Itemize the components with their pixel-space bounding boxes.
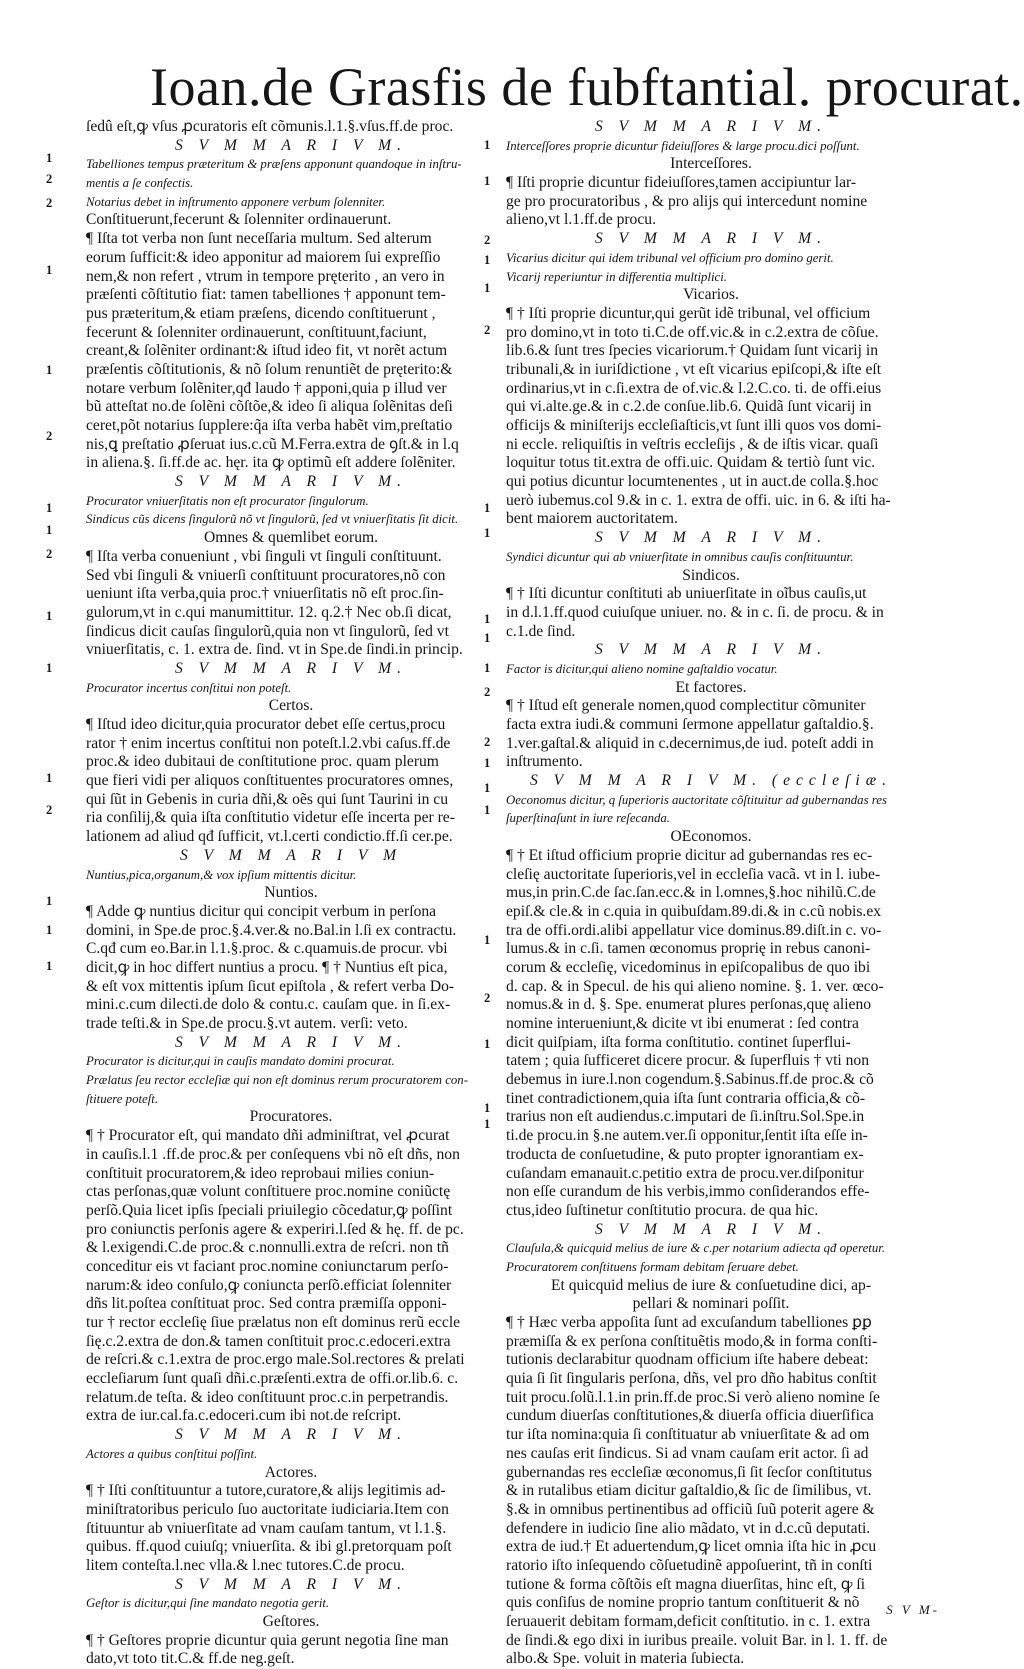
margin-number-right: 1 [484,933,491,947]
left-text-line: ſię.c.2.extra de don.& tamen conſtituit proc.c.edoceri.extra [86,1332,451,1350]
left-summarium-heading: S V M M A R I V M. [174,136,408,154]
left-summary-line: mentis a ſe confectis. [86,176,194,191]
left-text-line: conſtituit procuratorem,& ideo reprobaui milies coniun- [86,1164,435,1182]
left-text-line: ſindicus dicit cauſas ſingulorũ,quia non vt ſingulorũ, ſed vt [86,622,449,640]
margin-number-left: 1 [46,661,53,675]
right-summary-line: ſuperſtinaſunt in iure reſecanda. [506,811,670,826]
left-summary-line: Geſtor is dicitur,qui ſine mandato negotia gerit. [86,1596,330,1611]
right-text-line: & in rutalibus etiam dicitur gaſtaldio,& ſic de ſimilibus, vt. [506,1482,872,1500]
margin-number-left: 1 [46,771,53,785]
right-text-line: d. cap. & in Specul. de his qui alieno nomine. §. 1. ver. œco- [506,977,884,995]
right-text-line: §.& in omnibus pertinentibus ad officiũ ſuũ poterit agere & [506,1500,875,1518]
left-summary-line: Procurator is dicitur,qui in cauſis mandato domini procurat. [86,1054,395,1069]
right-text-line: inſtrumento. [506,753,583,771]
margin-number-left: 1 [46,959,53,973]
left-text-line: vniuerſitatis, c. 1. extra de. ſind. vt in Spe.de ſindi.in princip. [86,641,463,659]
left-text-line: Conſtituerunt,fecerunt & ſolenniter ordinauerunt. [86,211,392,229]
left-text-line: ueniunt iſta verba,quia proc.† vniuerſitatis nõ eſt proc.ſin- [86,585,444,603]
right-summary-line: Factor is dicitur,qui alieno nomine gaſtaldio vocatur. [506,661,778,676]
left-text-line: Sed vbi ſinguli & vniuerſi conſtituunt procuratores,nõ con [86,566,446,584]
left-summary-line: Nuntius,pica,organum,& vox ipſium mittentis dicitur. [86,867,357,882]
margin-number-left: 2 [46,429,53,443]
left-text-line: ¶ † Iſti conſtituuntur a tutore,curatore,& alijs legitimis ad- [86,1482,446,1500]
left-text-line: domini, in Spe.de proc.§.4.ver.& no.Bal.in l.ſi ex contractu. [86,921,457,939]
right-section-heading: Vicarios. [683,286,739,304]
margin-number-right: 1 [484,526,491,540]
margin-number-left: 1 [46,363,53,377]
left-text-line: ¶ Adde ꝙ nuntius dicitur qui concipit verbum in perſona [86,902,437,920]
left-text-line: notare verbum ſolẽniter,qđ laudo † apponi,quia p illud ver [86,379,447,397]
right-text-line: alieno,vt l.1.ff.de procu. [506,211,656,229]
right-text-line: ctus,ideo ſuſtinetur conſtitutio procura. de qua hic. [506,1201,819,1219]
right-summary-line: Clauſula,& quicquid melius de iure & c.per notarium adiecta qđ operetur. [506,1241,886,1256]
right-summary-line: Vicarius dicitur qui idem tribunal vel officium pro domino gerit. [506,250,834,265]
left-text-line: gulorum,vt in c.qui manumittitur. 12. q.2.† Nec ob.ſi dicat, [86,603,452,621]
left-text-line: ctas perſonas,quæ volunt conſtituere proc.nomine coniũctę [86,1183,451,1201]
right-text-line: uerò iubemus.col 9.& in c. 1. extra de offi. uic. in 6. & iſti ha- [506,491,891,509]
margin-number-left: 2 [46,547,53,561]
left-text-line: ¶ † Geſtores proprie dicuntur quia gerunt negotia ſine man [86,1631,449,1649]
right-text-line: cleſię auctoritate ſuperioris,vel in eccleſia vacã. vt in l. iube- [506,865,881,883]
right-text-line: extra de iud.† Et aduertendum,ꝙ licet omnia iſta hic in ꝓcu [506,1538,877,1556]
left-text-line: creant,& ſolẽniter ordinant:& iſtud ideo fit, vt norẽt actum [86,342,448,360]
left-summarium-heading: S V M M A R I V M. [174,1575,408,1593]
margin-number-right: 1 [484,612,491,626]
right-summarium-heading: S V M M A R I V M. [594,1220,828,1238]
right-summary-line: Syndici dicuntur qui ab vniuerſitate in omnibus cauſis conſtituuntur. [506,549,854,564]
margin-number-left: 1 [46,263,53,277]
right-text-line: corum & eccleſię, vicedominus in epiſcopalibus de quo ibi [506,958,871,976]
right-summary-line: Procuratorem conſtituens formam debitam ſeruare debet. [506,1259,799,1274]
left-text-line: ¶ Iſta tot verba non ſunt neceſſaria multum. Sed alterum [86,230,432,248]
left-text-line: & eſt vox mittentis ipſum ſicut epiſtola , & refert verba Do- [86,977,455,995]
right-text-line: loquitur totus tit.extra de offi.uic. Quidam & tertiò ſunt vic. [506,454,876,472]
catchword: S V M- [886,1602,940,1617]
right-text-line: in d.l.1.ff.quod cuiuſque uniuer. no. & in c. ſi. de procu. & in [506,603,884,621]
right-text-line: ¶ † Iſti dicuntur conſtituti ab uniuerſitate in oĩbus cauſis,ut [506,585,867,603]
margin-number-right: 2 [484,735,491,749]
right-text-line: ſeruauerit debitam formam,deficit conſtitutio. in c. 1. extra [506,1613,871,1630]
margin-number-left: 1 [46,151,53,165]
left-text-line: mini.c.cum dilecti.de dolo & contu.c. cauſam que. in ſi.ex- [86,996,451,1014]
left-text-line: ſtituuntur ab vniuerſitate ad vnam cauſam tantum, vt l.1.§. [86,1519,447,1537]
margin-number-left: 1 [46,609,53,623]
right-text-line: gubernandas res eccleſiæ œconomus,ſi ſit ſecſor conſtitutus [506,1463,872,1481]
right-text-line: c.1.de ſind. [506,622,576,640]
margin-number-left: 2 [46,196,53,210]
margin-number-left: 1 [46,923,53,937]
left-text-line: tur † rector eccleſię ſiue prælatus non eſt dominus rerũ eccle [86,1314,461,1331]
right-text-line: tribunali,& in iuriſdictione , vt eſt vicarius epiſcopi,& iſte eſt [506,360,882,378]
right-section-heading: Et quicquid melius de iure & conſuetudine dici, ap- [550,1276,872,1294]
left-section-heading: Procuratores. [249,1108,333,1126]
left-summarium-heading: S V M M A R I V M. [174,659,408,677]
left-text-line: in aliena.§. ſi.ff.de ac. hęr. ita ꝙ optimũ eſt addere ſolẽniter. [86,454,456,472]
left-text-line: ria conſilij,& quia iſta conſtitutio videtur eſſe incerta per re- [86,809,455,827]
right-text-line: facta extra iudi.& communi ſermone appellatur gaſtaldio.§. [506,716,874,733]
left-text-line: C.qđ cum eo.Bar.in l.1.§.proc. & c.quamuis.de procur. vbi [86,940,448,958]
margin-number-right: 1 [484,803,491,817]
left-summarium-heading: S V M M A R I V M. [174,473,408,491]
margin-number-right: 1 [484,756,491,770]
left-text-line: que fieri vidi per aliquos conſtituentes procuratores omnes, [86,772,454,790]
margin-number-right: 1 [484,1101,491,1115]
right-text-line: ¶ † Iſti proprie dicuntur,qui gerũt idẽ tribunal, vel officium [506,304,871,322]
left-text-line: pro coniunctis perſonis agere & experiri.l.ſed & hę. ff. de pc. [86,1220,464,1238]
right-summarium-heading: S V M M A R I V M. [594,118,828,135]
left-text-line: fecerunt & ſolenniter ordinauerunt, conſtituunt,faciunt, [86,323,427,341]
right-text-line: ¶ Iſti proprie dicuntur fideiuſſores,tamen accipiuntur lar- [506,174,857,192]
left-text-line: & l.exigendi.C.de proc.& c.nonnulli.extra de reſcri. non tñ [86,1239,449,1257]
left-text-line: ¶ Iſta verba conueniunt , vbi ſinguli vt ſinguli conſtituunt. [86,547,442,565]
right-section-heading: Et factores. [675,678,747,696]
left-column [86,118,496,1668]
right-text-line: troducta de conſuetudine, & puto propter ignorantiam ex- [506,1145,864,1163]
left-text-line: ſedû eſt,ꝙ vſus ꝓcuratoris eſt cõmunis.l.1.§.vſus.ff.de proc. [86,118,454,135]
left-text-line: rator † enim incertus conſtitui non poteſt.l.2.vbi caſus.ff.de [86,734,451,752]
right-text-line: de ſindi.& ego dixi in iuribus preaile. voluit Bar. in l. 1. ff. de [506,1631,888,1649]
right-text-line: tra de offi.ordi.alibi appellatur vice dominus.89.diſt.in c. vo- [506,921,882,939]
left-text-line: relatum.de teſta. & ideo conſtituunt proc.c.in perpetrandis. [86,1388,449,1406]
left-text-line: narum:& ideo conſulo,ꝙ coniuncta perſõ.efficiat ſolenniter [86,1276,452,1294]
left-text-line: qui ſũt in Gebenis in curia dñi,& oẽs qui ſunt Taurini in cu [86,790,448,808]
right-text-line: tuit procu.ſolũ.l.1.in prin.ff.de proc.Si verò alieno nomine ſe [506,1388,880,1406]
right-text-line: quis conſiſus de nomine proprio tantum conſtituerit & nõ [506,1594,860,1612]
left-text-line: dñs lit.poſtea conſtituat proc. Sed contra præmiſſa opponi- [86,1295,447,1313]
right-text-line: qui vi.alte.ge.& in c.2.de conſue.lib.6. Quidã ſunt vicarij in [506,398,872,416]
margin-number-left: 1 [46,501,53,515]
right-text-line: defendere in iudicio ſine alio mãdato, vt in d.c.cũ deputati. [506,1519,871,1537]
margin-number-left: 2 [46,172,53,186]
right-text-line: tur iſta nomina:quia ſi conſtituatur ab vniuerſitate & ad om [506,1426,870,1444]
margin-number-right: 1 [484,138,491,152]
left-section-heading: Actores. [264,1463,318,1481]
left-summary-line: Prælatus ſeu rector eccleſiæ qui non eſt dominus rerum procuratorem con- [86,1073,468,1088]
left-summary-line: Procurator incertus conſtitui non poteſt. [86,680,292,695]
left-summary-line: Actores a quibus conſtitui poſſint. [86,1446,258,1461]
right-text-line: cundum diuerſas conſtitutiones,& diuerſa officia diuerſifica [506,1407,874,1425]
right-text-line: nomine interueniunt,& dicite vt ibi enumerat : ſed contra [506,1015,859,1032]
right-text-line: non eſſe curandum de his verbis,immo conſiderandos effe- [506,1183,870,1201]
margin-number-left: 1 [46,894,53,908]
right-section-heading: OEconomos. [670,828,752,846]
margin-number-left: 1 [46,523,53,537]
right-text-line: officijs & miniſterijs eccleſiaſticis,vt ſunt illi quos vos domi- [506,417,882,434]
margin-number-right: 2 [484,323,491,337]
left-text-line: nis,ꝗ preſtatio ꝓſeruat ius.c.cũ M.Ferra.extra de ꝯſt.& in l.q [86,435,459,453]
left-text-line: de reſcri.& c.1.extra de proc.ergo male.Sol.rectores & prelati [86,1351,465,1369]
left-text-line: conceditur eis vt faciant proc.nomine coniunctarum perſo- [86,1257,449,1275]
right-section-heading: Interceſſores. [670,155,752,173]
right-text-line: lib.6.& ſunt tres ſpecies vicariorum.† Quidam ſunt vicarij in [506,342,879,360]
left-section-heading: Omnes & quemlibet eorum. [203,529,379,547]
right-text-line: ni eccle. reliquiſtis in veſtris eccleſijs , & de iſtis vicar. quaſi [506,435,879,453]
left-summary-line: Tabelliones tempus præteritum & præſens apponunt quandoque in inſtru- [86,157,462,172]
left-text-line: nem,& non refert , vtrum in tempore pręterito , an vero in [86,267,445,285]
margin-number-right: 1 [484,501,491,515]
right-text-line: tinet contradictionem,quia iſta ſunt contraria officia,& cõ- [506,1089,866,1107]
right-text-line: nes cauſas erit ſindicus. Si ad vnam cauſam erit actor. ſi ad [506,1444,869,1462]
right-summary-line: Interceſſores proprie dicuntur fideiuſſores & large procu.dici poſſunt. [506,138,860,153]
left-text-line: præſenti cõſtitutio fiat: tamen tabelliones † apponunt tem- [86,286,446,304]
left-text-line: extra de iur.cal.fa.c.edoceri.cum ibi not.de reſcript. [86,1407,402,1425]
left-summarium-heading: S V M M A R I V M [179,846,403,864]
left-text-line: lationem ad aliud qđ ſufficit, vt.l.certi condictio.ff.ſi cer.pe. [86,828,453,846]
right-summarium-heading: S V M M A R I V M. [594,641,828,659]
left-summarium-heading: S V M M A R I V M. [174,1033,408,1051]
right-text-line: 1.ver.gaſtal.& aliquid in c.decernimus,de iud. poteſt addi in [506,734,874,752]
margin-number-right: 1 [484,281,491,295]
right-text-line: ratorio iſto inſequendo cõſuetudinẽ appoſuerint, tñ in conſti [506,1556,873,1574]
right-text-line: cuſandam emanauit.c.petitio extra de procu.ver.diſponitur [506,1164,864,1182]
left-text-line: præſentis cõſtitutionis, & nõ ſolum renuntiẽt de pręterito:& [86,360,453,378]
left-text-line: miniſtratoribus periculo ſuo auctoritate iudiciaria.Item con [86,1500,449,1518]
right-text-line: qui potius dicuntur locumtenentes , ut in auct.de colla.§.hoc [506,473,879,491]
left-summary-line: ſtituere poteſt. [86,1091,159,1106]
right-text-line: dicit quiſpiam, iſta forma conſtitutio. continet ſuperflui- [506,1033,851,1051]
right-text-line: trarius non eſt audiendus.c.imputari de ſi.inſtru.Sol.Spe.in [506,1108,865,1126]
right-text-line: tutione & forma cõſtõis eſt magna diuerſitas, hinc eſt, ꝙ ſi [506,1575,866,1593]
right-text-line: pro domino,vt in toto ti.C.de off.vic.& in c.2.extra de cõſue. [506,323,879,341]
left-text-line: perſõ.Quia licet ipſis ſpeciali priuilegio cõcedatur,ꝙ poſſint [86,1201,453,1219]
running-title: Ioan.de Grasfis de fubftantial. procurat. [150,57,1024,117]
left-text-line: litem conteſta.l.nec vlla.& l.nec tutores.C.de procu. [86,1556,405,1574]
right-text-line: debemus in iure.l.non cogendum.§.Sabinus.ff.de proc.& cõ [506,1071,874,1089]
left-text-line: dato,vt toto tit.C.& ff.de neg.geſt. [86,1650,295,1668]
left-text-line: bũ atteſtat no.de ſolẽni cõſtõe,& ideo ſi aliqua ſolẽnitas deſi [86,398,453,416]
left-summary-line: Procurator vniuerſitatis non eſt procurator ſingulorum. [86,493,369,508]
margin-number-right: 1 [484,631,491,645]
left-text-line: ¶ Iſtud ideo dicitur,quia procurator debet eſſe certus,procu [86,716,446,733]
left-text-line: ¶ † Procurator eſt, qui mandato dñi adminiſtrat, vel ꝓcurat [86,1127,450,1145]
left-text-line: eccleſiarum ſunt quaſi dñi.c.præſenti.extra de offi.or.lib.6. c. [86,1370,459,1388]
margin-number-right: 2 [484,685,491,699]
right-summary-line: Oeconomus dicitur, q ſuperioris auctoritate cõſtituitur ad gubernandas res [506,792,887,807]
right-text-line: quia ſi ſit ſingularis perſona, dñs, vel pro dño habitus conſtit [506,1370,877,1388]
right-text-line: epiſ.& cle.& in c.quia in quibuſdam.89.di.& in c.cũ nobis.ex [506,902,882,920]
left-summary-line: Notarius debet in inſtrumento apponere verbum ſolenniter. [86,194,386,209]
left-text-line: dicit,ꝙ in hoc differt nuntius a procu. ¶ † Nuntius eſt pica, [86,958,448,976]
right-text-line: ¶ † Et iſtud officium proprie dicitur ad gubernandas res ec- [506,846,873,864]
left-summarium-heading: S V M M A R I V M. [174,1426,408,1444]
margin-number-right: 1 [484,1037,491,1051]
margin-number-right: 2 [484,991,491,1005]
margin-number-right: 1 [484,781,491,795]
right-text-line: ¶ † Iſtud eſt generale nomen,quod complectitur cõmuniter [506,697,866,715]
margin-number-right: 2 [484,233,491,247]
right-text-line: ti.de procu.in §.ne autem.ver.ſi opponitur,ſentit iſta eſſe in- [506,1127,868,1145]
left-text-line: quibus. ff.quod cuiuſq; vniuerſita. & ibi gl.pretorquam poſt [86,1538,452,1556]
left-text-line: pus præteritum,& etiam præſens, dicendo conſtituerunt , [86,304,436,322]
right-column [506,118,916,1668]
left-text-line: eorum ſufficit:& ideo apponitur ad maiorem ſui expreſſio [86,248,441,266]
right-text-line: tatem ; quia ſufficeret dicere procur. & ſuperfluis † vti non [506,1052,870,1070]
left-text-line: proc.& ideo dubitaui de conſtitutione proc. quam plerum [86,753,439,771]
right-text-line: mus,in prin.C.de ſac.ſan.ecc.& in l.omnes,§.hoc nihilũ.C.de [506,884,876,902]
left-section-heading: Nuntios. [264,884,318,902]
right-text-line: præmiſſa & ex perſona conſtituẽtis modo,& in forma conſti- [506,1332,878,1350]
right-text-line: ge pro procuratoribus , & pro alijs qui intercedunt nomine [506,192,868,210]
left-section-heading: Certos. [268,697,314,715]
left-section-heading: Geſtores. [262,1613,320,1630]
right-summarium-heading: S V M M A R I V M. [594,230,828,248]
margin-number-right: 1 [484,661,491,675]
right-text-line: ¶ † Hæc verba appoſita ſunt ad excuſandum tabelliones ꝑꝑ [506,1314,872,1331]
right-section-heading: Sindicos. [682,566,740,584]
right-text-line: bent maiorem auctoritatem. [506,510,678,528]
left-summary-line: Sindicus cũs dicens ſingulorũ nõ vt ſingulorũ, ſed vt vniuerſitatis ſit dicit. [86,512,459,527]
left-text-line: ceret,põt notarius ſupplere:q̃a iſta verba habẽt vim,preſtatio [86,417,453,434]
right-summarium-heading: S V M M A R I V M. (eccleſiæ. [529,772,893,790]
right-text-line: nomus.& in d. §. Spe. enumerat plures perſonas,quę alieno [506,996,872,1014]
right-text-line: lumus.& in c.ſi. tamen œconomus proprię in rebus canoni- [506,940,871,958]
right-text-line: ordinarius,vt in c.ſi.extra de of.vic.& l.2.C.co. ti. de offi.eius [506,379,882,397]
right-text-line: albo.& Spe. voluit in materia ſubiecta. [506,1650,745,1668]
margin-number-left: 2 [46,803,53,817]
right-text-line: tutionis declarabitur quodnam officium iſte habere debeat: [506,1351,869,1369]
right-section-heading: pellari & nominari poſſit. [632,1295,790,1313]
left-text-line: in cauſis.l.1 .ff.de proc.& per conſequens vbi nõ eſt dñs, non [86,1145,460,1163]
margin-number-right: 1 [484,253,491,267]
right-summarium-heading: S V M M A R I V M. [594,529,828,547]
right-summary-line: Vicarij reperiuntur in differentia multiplici. [506,269,727,284]
margin-number-right: 1 [484,174,491,188]
left-text-line: trade teſti.& in Spe.de procu.§.vt autem. verſi: veto. [86,1015,408,1032]
margin-number-right: 1 [484,1117,491,1131]
